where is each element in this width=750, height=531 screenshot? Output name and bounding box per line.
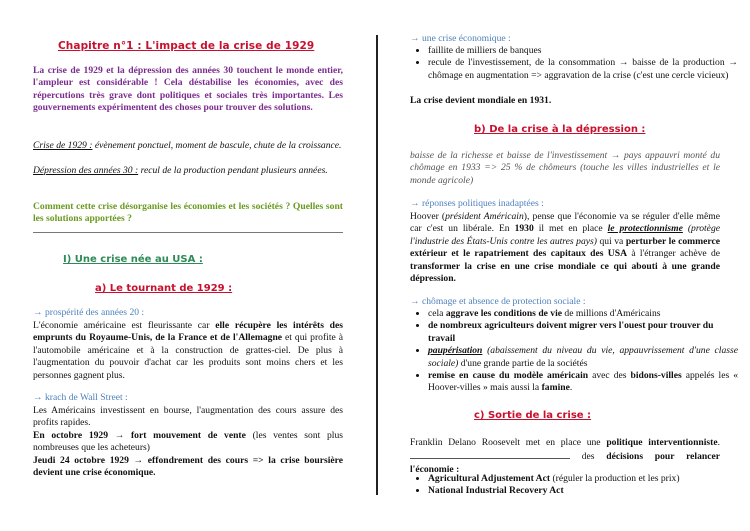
definition-depression [33,165,343,177]
econ-item: • faillite de milliers de banques [428,45,738,57]
exit-paragraph [410,437,720,476]
politics-heading: → réponses politiques inadaptées : [410,198,544,209]
column-divider [376,35,378,495]
unemployment-item: • paupérisation (abaissement du niveau du vie, appauvrissement d'une classe sociale) d'une grande partie de la sociétés [428,345,738,370]
unemployment-item: • cela aggrave les conditions de vie de millions d'Américains [428,308,738,320]
exit-bold: décisions pour relancer l'économie : [410,451,720,475]
krach-paragraph-2 [33,430,343,455]
econ-item: • recule de l'investissement, de la consommation → baisse de la production → chômage en augmentation => aggravation de la crise (c'est une cercle vicieux) [428,57,738,82]
pol-text: à l'étranger achève de [627,248,720,260]
exit-list [410,473,738,498]
separator-line [33,232,343,233]
blank-line [410,449,570,459]
pol-italic: président Américain [445,211,524,222]
econ-list [410,45,738,82]
def2-term: Dépression des années 30 : [33,165,139,176]
intro-paragraph: La crise de 1929 et la dépression des années 30 touchent le monde entier, l'ampleur est considérable ! Cela déstabilise les économies, avec des répercutions très grave dont politiques et sociales très importantes. Les gouvernements expérimentent des choses pour trouver des solutions. [33,65,343,114]
pol-bold: 1930 [514,223,534,235]
b-intro: baisse de la richesse et baisse de l'investissement → pays appauvri monté du chômage en 1933 => 25 % de chômeurs (touche les villes industrielles et le monde agricole) [410,150,720,186]
politics-paragraph [410,211,720,285]
krach-paragraph-1: Les Américains investissent en bourse, l'augmentation des cours assure des profits rapides. [33,405,343,429]
pol-text: qui va [596,235,626,247]
def2-text: recul de la production pendant plusieurs années. [138,165,328,176]
prosperity-paragraph [33,320,343,382]
pol-text: Hoover ( [410,211,446,222]
unemployment-list [410,308,738,395]
sub-a-heading: a) Le tournant de 1929 : [95,283,233,294]
pol-text: ), pense que l'économie va se réguler d'elle même car c'est un libérale. En [410,211,720,235]
pol-italic: (protège l'industrie des États-Unis contre les autres pays) [410,223,720,247]
exit-text: . [717,437,720,448]
prosperity-text-2: et qui profite à l'automobile américaine et à la construction de grattes-ciel. De plus à l'augmentation du pouvoir d'achat car les produits sont moins chers et les personnes gagnent plus. [33,332,343,381]
prosperity-heading: → prospérité des années 20 : [33,307,145,318]
def1-text: évènement ponctuel, moment de bascule, chute de la croissance. [92,140,342,151]
sub-b-heading: b) De la crise à la dépression : [474,124,646,135]
econ-heading: → une crise économique : [410,33,511,44]
exit-item: • National Industrial Recovery Act [428,485,738,497]
prosperity-bold: elle récupère les intérêts des emprunts du Royaume-Unis, de la France et de l'Allemagne [33,320,343,344]
krach-heading: → krach de Wall Street : [33,392,128,403]
sub-c-heading: c) Sortie de la crise : [474,410,592,421]
krach-text-2: (les ventes sont plus nombreuses que les acheteurs) [33,430,343,454]
krach-paragraph-3: Jeudi 24 octobre 1929 → effondrement des cours => la crise boursière devient une crise économique. [33,455,343,479]
unemployment-item: • remise en cause du modèle américain avec des bidons-villes appelés les « Hoover-villes » mais aussi la famine. [428,370,738,395]
problem-question: Comment cette crise désorganise les économies et les sociétés ? Quelles sont les solutions apportées ? [33,201,343,225]
section-1-heading: I) Une crise née au USA : [63,254,203,265]
pol-bold: perturber le commerce extérieur et le rapatriement des capitaux des USA [410,235,720,260]
exit-bold: politique interventionniste [606,437,718,448]
pol-text: il met en place [533,223,608,235]
unemployment-item: • de nombreux agriculteurs doivent migrer vers l'ouest pour trouver du travail [428,320,738,345]
prosperity-text-1: L'économie américaine est fleurissante car [33,320,216,331]
pol-bold: transformer la crise en une crise mondiale ce qui abouti à une grande dépression. [410,260,720,285]
exit-item: • Agricultural Adjustement Act (réguler la production et les prix) [428,473,738,485]
krach-bold-1: En octobre 1929 → fort mouvement de vente [33,430,246,441]
unemployment-heading: → chômage et absence de protection sociale : [410,296,586,307]
chapter-title: Chapitre n°1 : L'impact de la crise de 1929 [58,40,315,52]
protectionnisme-term: le protectionnisme [607,223,683,235]
definition-crise [33,140,343,152]
def1-term: Crise de 1929 : [33,140,93,151]
econ-conclusion: La crise devient mondiale en 1931. [410,95,552,106]
exit-text: Franklin Delano Roosevelt met en place une [410,437,607,448]
exit-text: des [570,451,607,463]
